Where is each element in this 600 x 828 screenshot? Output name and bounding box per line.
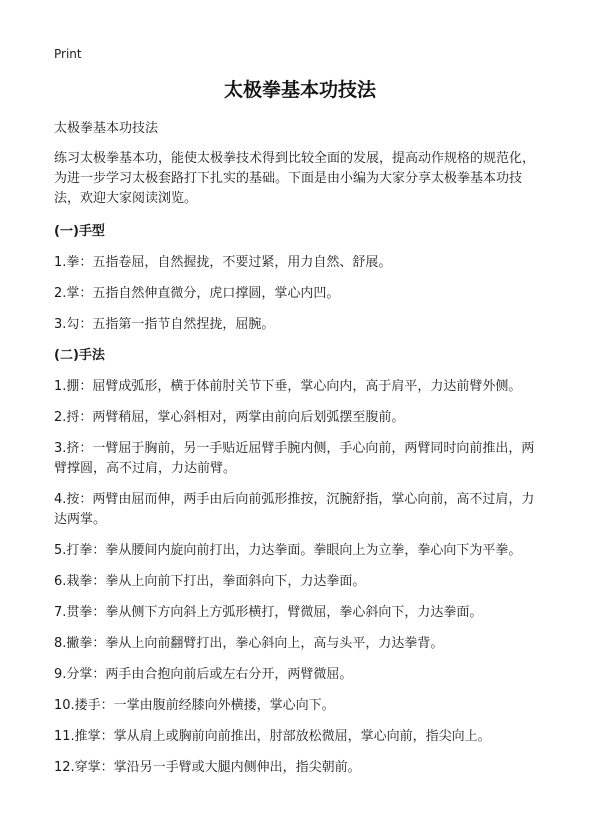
list-item: 2.捋：两臂稍屈，掌心斜相对，两掌由前向后划弧摆至腹前。 xyxy=(54,410,405,425)
list-item: 7.贯拳：拳从侧下方向斜上方弧形横打，臂微屈，拳心斜向下，力达拳面。 xyxy=(54,605,483,620)
list-item: 12.穿掌：掌沿另一手臂或大腿内侧伸出，指尖朝前。 xyxy=(54,760,361,775)
list-item: 1.掤：屈臂成弧形，横于体前肘关节下垂，掌心向内，高于肩平，力达前臂外侧。 xyxy=(54,379,522,394)
list-item: 5.打拳：拳从腰间内旋向前打出，力达拳面。拳眼向上为立拳，拳心向下为平拳。 xyxy=(54,543,522,558)
section-heading: (二)手法 xyxy=(54,348,105,363)
list-item: 4.按：两臂由屈而伸，两手由后向前弧形推按，沉腕舒指，掌心向前，高不过肩，力达两掌。 xyxy=(54,492,535,527)
section-hand-techniques xyxy=(54,346,546,778)
list-item: 8.撇拳：拳从上向前翻臂打出，拳心斜向上，高与头平，力达拳背。 xyxy=(54,636,444,651)
list-item: 11.推掌：掌从肩上或胸前向前推出，肘部放松微屈，掌心向前，指尖向上。 xyxy=(54,729,491,744)
list-item: 1.拳：五指卷屈，自然握拢，不要过紧，用力自然、舒展。 xyxy=(54,255,392,270)
section-hand-shapes xyxy=(54,222,546,335)
page-title: 太极拳基本功技法 xyxy=(223,79,376,101)
list-item: 3.挤：一臂屈于胸前，另一手贴近屈臂手腕内侧，手心向前，两臂同时向前推出，两臂撑圆，高不过肩，力达前臂。 xyxy=(54,441,535,476)
list-item: 2.掌：五指自然伸直微分，虎口撑圆，掌心内凹。 xyxy=(54,286,340,301)
print-link[interactable]: Print xyxy=(54,47,82,61)
page-subtitle: 太极拳基本功技法 xyxy=(54,121,159,136)
intro-paragraph: 练习太极拳基本功，能使太极拳技术得到比较全面的发展，提高动作规格的规范化，为进一步学习太极套路打下扎实的基础。下面是由小编为大家分享太极拳基本功技法，欢迎大家阅读浏览。 xyxy=(54,151,536,206)
section-heading: (一)手型 xyxy=(54,224,105,239)
list-item: 6.栽拳：拳从上向前下打出，拳面斜向下，力达拳面。 xyxy=(54,574,366,589)
article-body xyxy=(54,149,546,789)
list-item: 10.搂手：一掌由腹前经膝向外横搂，掌心向下。 xyxy=(54,698,335,713)
list-item: 9.分掌：两手由合抱向前后或左右分开，两臂微屈。 xyxy=(54,667,353,682)
list-item: 3.勾：五指第一指节自然捏拢，屈腕。 xyxy=(54,317,275,332)
